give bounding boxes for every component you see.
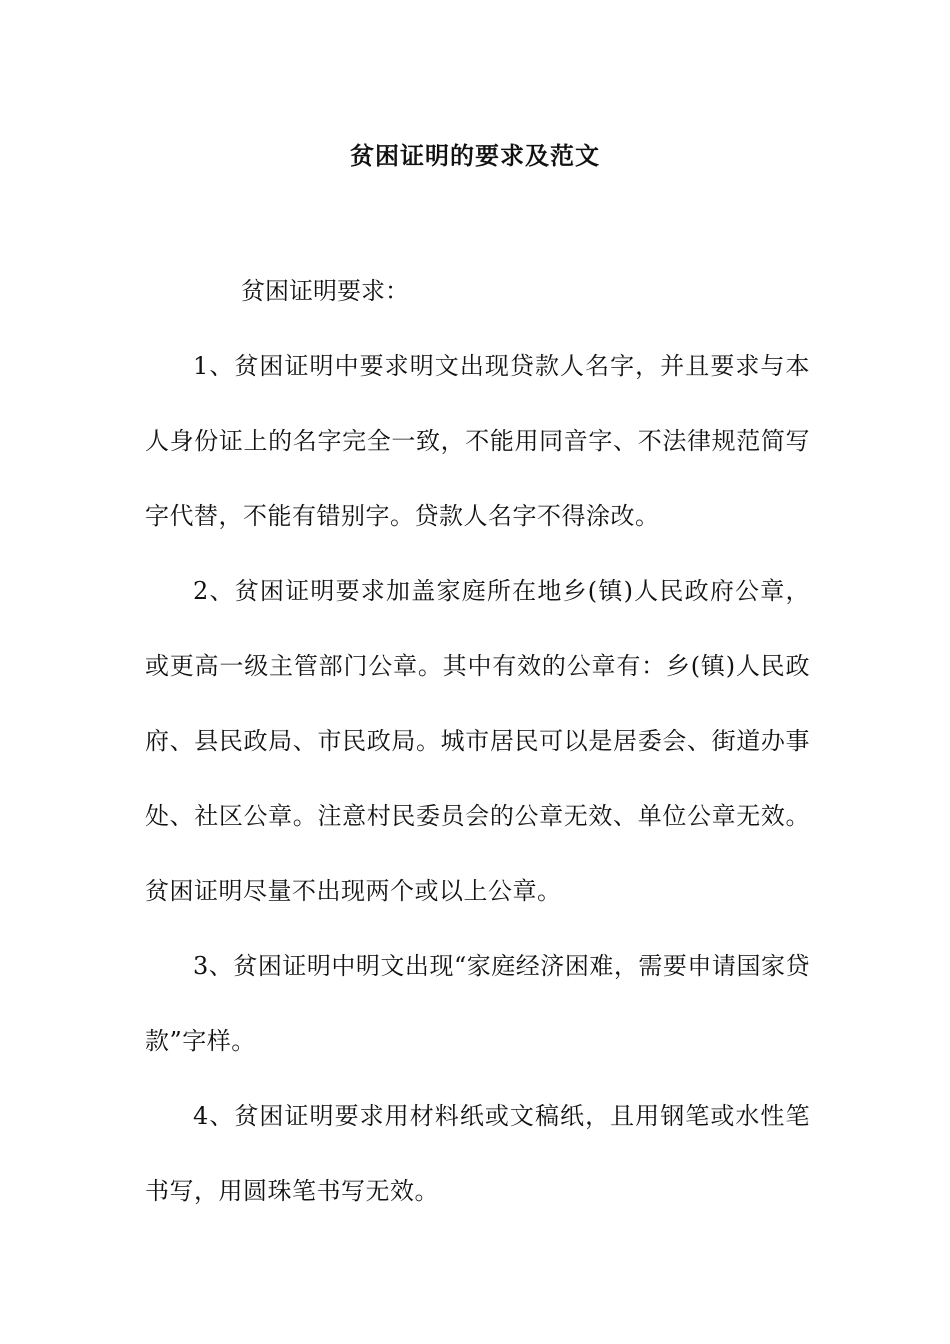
paragraph-3: 3、贫困证明中明文出现“家庭经济困难，需要申请国家贷款”字样。 xyxy=(145,952,810,1055)
section-heading: 贫困证明要求： xyxy=(241,277,409,305)
document-title: 贫困证明的要求及范文 xyxy=(350,141,600,170)
paragraph-4: 4、贫困证明要求用材料纸或文稿纸，且用钢笔或水性笔书写，用圆珠笔书写无效。 xyxy=(145,1102,810,1205)
paragraph-2: 2、贫困证明要求加盖家庭所在地乡(镇)人民政府公章，或更高一级主管部门公章。其中有效的公章有：乡(镇)人民政府、县民政局、市民政局。城市居民可以是居委会、街道办事处、社区公章。注意村民委员会的公章无效、单位公章无效。贫困证明尽量不出现两个或以上公章。 xyxy=(145,577,810,905)
paragraph-1: 1、贫困证明中要求明文出现贷款人名字，并且要求与本人身份证上的名字完全一致，不能用同音字、不法律规范简写字代替，不能有错别字。贷款人名字不得涂改。 xyxy=(145,352,810,530)
document-body xyxy=(145,254,810,1229)
